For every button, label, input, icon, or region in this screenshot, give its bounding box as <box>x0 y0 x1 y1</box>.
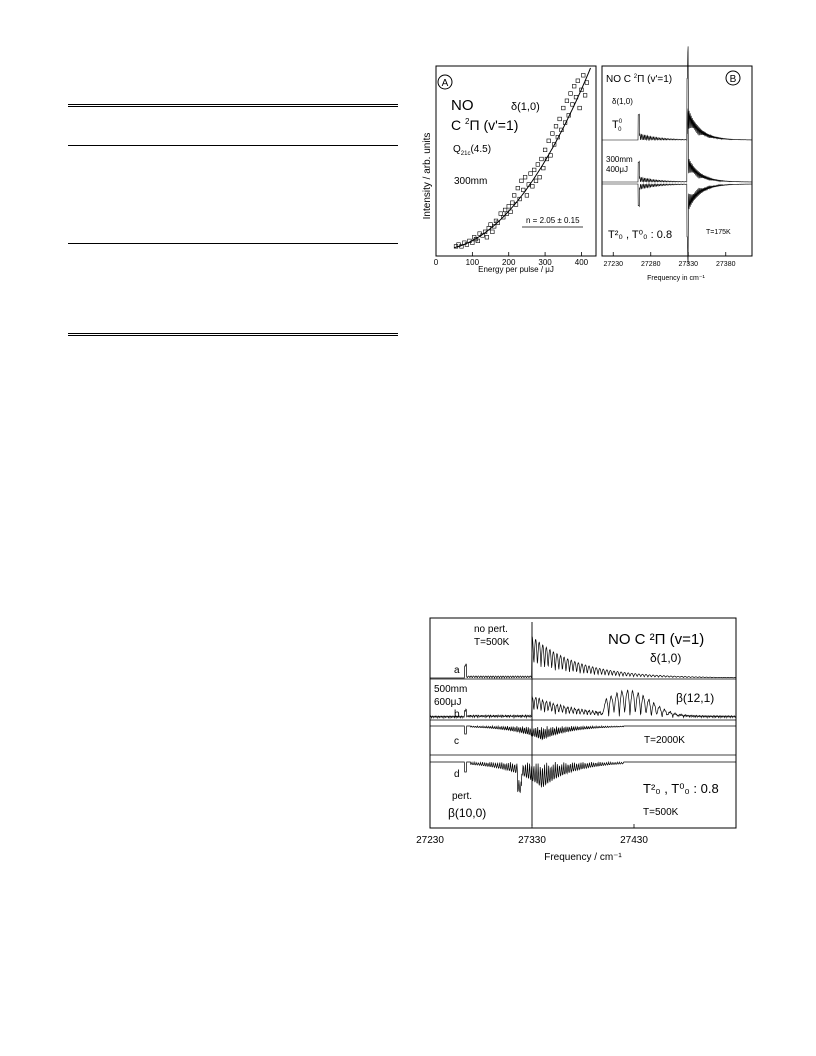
panel-c-label-b: b <box>454 709 460 720</box>
panel-c-x-ticks <box>416 824 648 846</box>
panel-c-chart <box>418 612 744 867</box>
panel-a-point <box>512 194 516 198</box>
panel-b-chart <box>596 64 756 284</box>
panel-c-band3: β(10,0) <box>448 806 487 820</box>
panel-a-point <box>551 132 555 136</box>
panel-a-distance: 300mm <box>454 176 488 187</box>
panel-a-point <box>581 73 585 77</box>
panel-b-title: NO C $^2$Π (v'=1) <box>606 74 673 85</box>
panel-c-t500b: T=500K <box>643 807 679 818</box>
panel-a-point <box>561 106 565 110</box>
panel-c-title: NO C ²Π (v=1) <box>608 631 705 648</box>
panel-a-tick-label: 100 <box>465 258 480 267</box>
panel-b-ratio: T²₀ , T⁰₀ : 0.8 <box>608 229 673 241</box>
panel-a-point <box>523 175 527 179</box>
table-mid-rule <box>68 243 398 244</box>
panel-a-point <box>536 163 540 167</box>
panel-a-point <box>583 94 587 98</box>
panel-a-point <box>534 179 538 183</box>
panel-c-nopert: no pert. <box>474 624 508 635</box>
panel-c-frame <box>430 618 736 828</box>
panel-a-xlabel: Energy per pulse / μJ <box>478 265 554 274</box>
panel-a-tick-label: 400 <box>574 258 589 267</box>
table-header-rule <box>68 145 398 146</box>
panel-b-x-ticks <box>604 252 736 268</box>
panel-a-point <box>558 117 562 121</box>
table-top-rule <box>68 104 398 107</box>
panel-b-series-1 <box>602 46 752 140</box>
panel-b-series-3 <box>602 184 752 264</box>
panel-c-band2: β(12,1) <box>676 691 715 705</box>
panel-a-point <box>525 194 529 198</box>
panel-b-badge-label: B <box>729 74 737 85</box>
panel-a-tick-label: 300 <box>538 258 552 267</box>
panel-c-energy: 600μJ <box>434 697 462 708</box>
panel-c-label-d: d <box>454 769 460 780</box>
panel-c-band1: δ(1,0) <box>650 651 682 665</box>
panel-b-dist: 300mm <box>606 155 633 164</box>
panel-a-badge-label: A <box>441 78 449 89</box>
panel-a-point <box>531 185 535 189</box>
panel-a-point <box>540 157 544 161</box>
panel-a-point <box>507 205 511 209</box>
panel-c-dist: 500mm <box>434 684 468 695</box>
panel-a-point <box>585 81 589 85</box>
panel-a-point <box>554 124 558 128</box>
panel-b-tick-label: 27280 <box>641 261 661 268</box>
panel-c-tick-label: 27330 <box>518 835 546 846</box>
panel-a-point <box>485 235 489 239</box>
panel-a-point <box>520 179 524 183</box>
panel-c-tick-label: 27430 <box>620 835 648 846</box>
panel-a-point <box>565 99 569 103</box>
panel-b-xlabel: Frequency in cm⁻¹ <box>647 275 705 282</box>
panel-a-point <box>499 212 503 216</box>
panel-c-t500a: T=500K <box>474 637 510 648</box>
panel-b-temp: T=175K <box>706 229 731 236</box>
panel-a-point <box>489 223 493 227</box>
panel-c-label-a: a <box>454 665 460 676</box>
panel-b-energy: 400μJ <box>606 165 628 174</box>
panel-a-tick-label: 200 <box>502 258 516 267</box>
panel-a-point <box>543 148 547 152</box>
panel-a-frame <box>436 66 596 256</box>
panel-a-point <box>503 208 507 212</box>
panel-a-point <box>491 230 495 234</box>
panel-a-point <box>572 84 576 88</box>
table-bottom-rule <box>68 333 398 336</box>
panel-c-tick-label: 27230 <box>416 835 444 846</box>
panel-a-point <box>538 175 542 179</box>
panel-a-point <box>516 186 520 190</box>
panel-a-state: C $^2$Π (v'=1) <box>451 117 519 133</box>
panel-a-band: δ(1,0) <box>511 101 540 113</box>
panel-a-species: NO <box>451 97 474 114</box>
panel-a-ylabel: Intensity / arb. units <box>422 132 433 220</box>
panel-a-branch: $Q_{21c}(4.5)$ <box>453 144 492 157</box>
panel-c-trace-c <box>430 726 736 739</box>
panel-c-pert: pert. <box>452 791 473 802</box>
panel-a-point <box>532 168 536 172</box>
panel-c-t2000: T=2000K <box>644 735 685 746</box>
panel-b-tick-label: 27230 <box>603 261 623 268</box>
panel-c-label-c: c <box>454 736 459 747</box>
panel-a-point <box>547 139 551 143</box>
panel-b-band: δ(1,0) <box>612 97 633 106</box>
panel-b-t0: $T^0$ 0 <box>612 119 623 133</box>
panel-a-chart <box>416 64 596 284</box>
panel-b-tick-label: 27380 <box>716 261 736 268</box>
panel-c-xlabel: Frequency / cm⁻¹ <box>544 852 622 863</box>
panel-a-point <box>578 106 582 110</box>
panel-a-point <box>529 172 533 176</box>
panel-a-point <box>569 92 573 96</box>
panel-a-x-ticks <box>434 252 589 267</box>
panel-a-point <box>511 201 515 205</box>
panel-b-tick-label: 27330 <box>678 261 698 268</box>
panel-a-fit-label: n = 2.05 ± 0.15 <box>526 216 580 225</box>
panel-a-tick-label: 0 <box>433 258 439 267</box>
panel-c-ratio: T²₀ , T⁰₀ : 0.8 <box>643 781 719 796</box>
panel-a-point <box>576 79 580 83</box>
